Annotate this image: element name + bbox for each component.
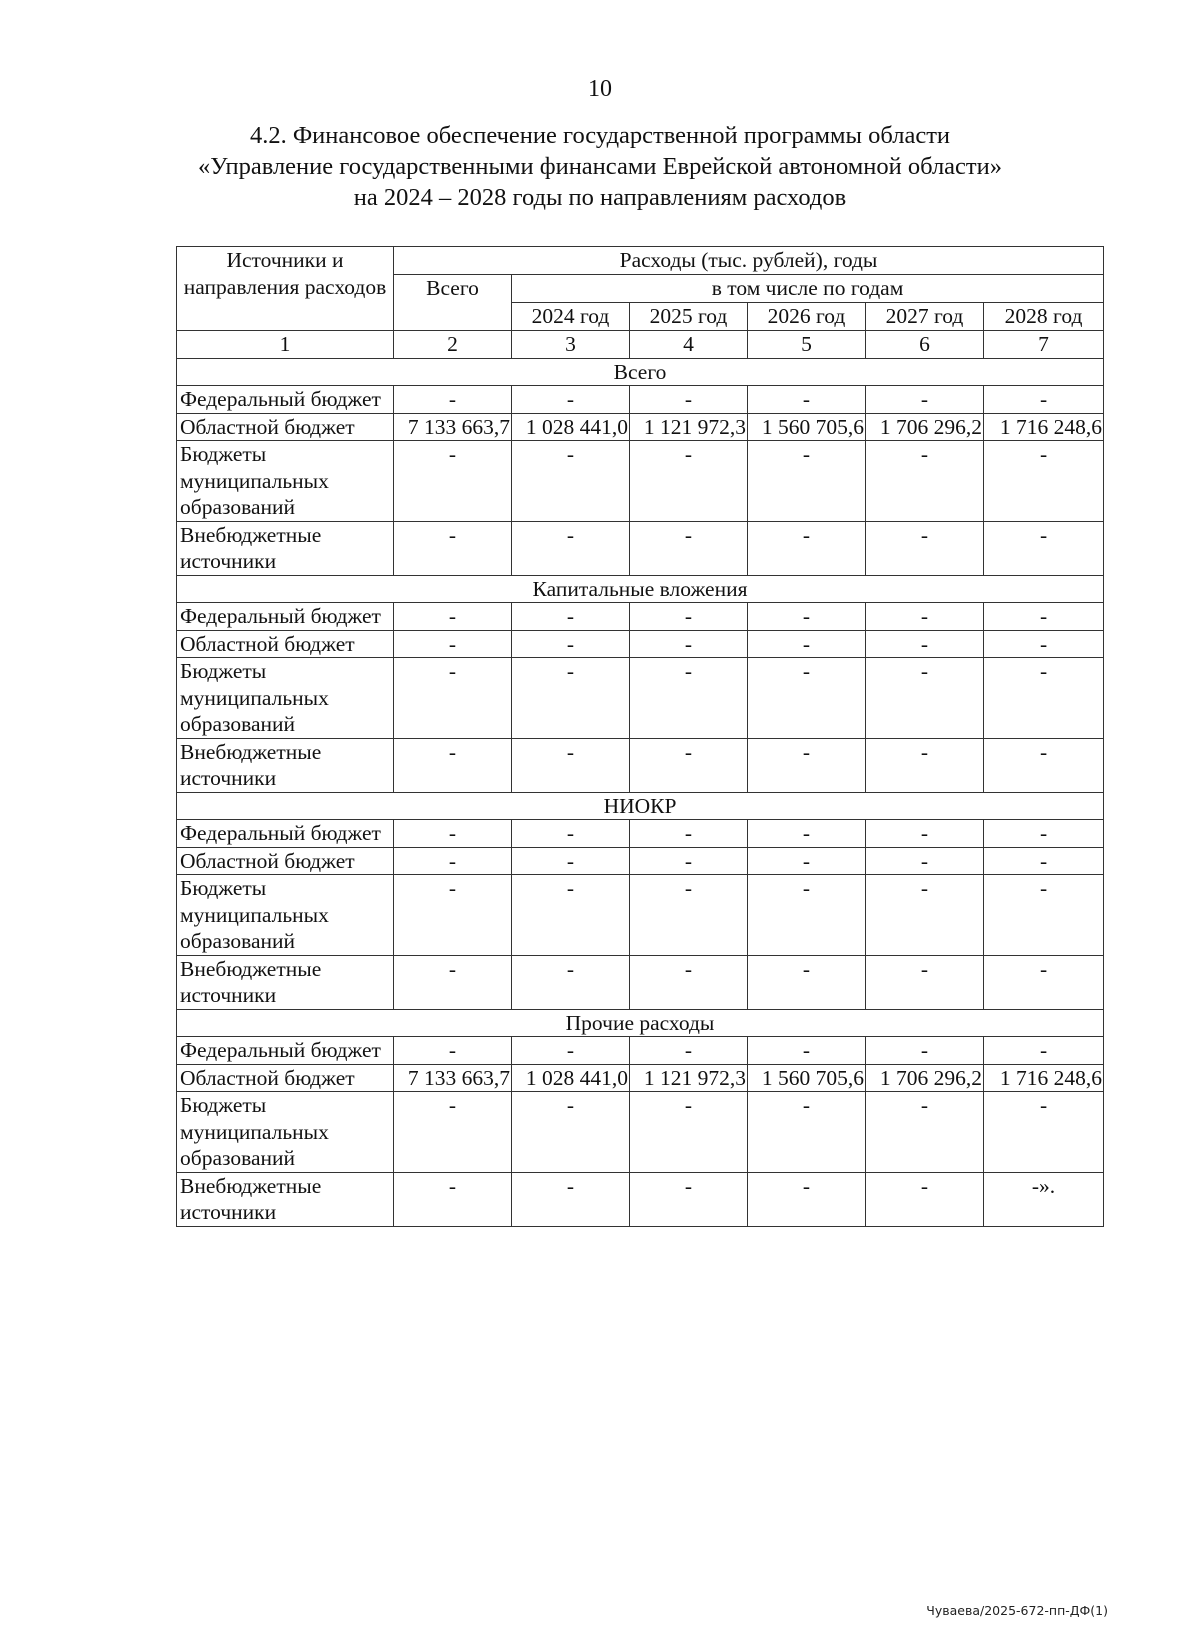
amount-cell: 1 121 972,3 <box>630 1064 748 1092</box>
amount-cell: - <box>394 658 512 739</box>
amount-cell: - <box>984 441 1104 522</box>
table-row <box>177 413 1104 441</box>
funding-source-name: Областной бюджет <box>177 847 394 875</box>
table-row <box>177 1172 1104 1226</box>
amount-cell: - <box>748 847 866 875</box>
section-title: Всего <box>177 358 1104 386</box>
header-year: 2026 год <box>748 303 866 331</box>
amount-cell: - <box>394 847 512 875</box>
amount-cell: - <box>630 1172 748 1226</box>
amount-cell: - <box>984 658 1104 739</box>
amount-cell: - <box>630 441 748 522</box>
amount-cell: - <box>748 603 866 631</box>
amount-cell: 7 133 663,7 <box>394 413 512 441</box>
amount-cell: - <box>866 820 984 848</box>
amount-cell: - <box>748 955 866 1009</box>
funding-source-name: Федеральный бюджет <box>177 820 394 848</box>
amount-cell: - <box>984 955 1104 1009</box>
amount-cell: - <box>512 658 630 739</box>
column-number: 2 <box>394 331 512 359</box>
amount-cell: - <box>512 603 630 631</box>
table-row <box>177 1092 1104 1173</box>
amount-cell: - <box>512 1092 630 1173</box>
section-row <box>177 575 1104 603</box>
amount-cell: - <box>748 441 866 522</box>
funding-source-name: Бюджеты муниципальных образований <box>177 658 394 739</box>
amount-cell: - <box>630 630 748 658</box>
amount-cell: - <box>630 603 748 631</box>
amount-cell: - <box>748 1092 866 1173</box>
amount-cell: - <box>394 875 512 956</box>
funding-source-name: Внебюджетные источники <box>177 1172 394 1226</box>
amount-cell: - <box>630 738 748 792</box>
amount-cell: - <box>630 955 748 1009</box>
amount-cell: - <box>394 1037 512 1065</box>
amount-cell: - <box>394 1092 512 1173</box>
amount-cell: - <box>748 738 866 792</box>
amount-cell: - <box>984 738 1104 792</box>
amount-cell: - <box>512 521 630 575</box>
amount-cell: - <box>748 386 866 414</box>
amount-cell: - <box>866 1037 984 1065</box>
amount-cell: - <box>866 603 984 631</box>
amount-cell: - <box>748 875 866 956</box>
amount-cell: - <box>394 955 512 1009</box>
amount-cell: - <box>748 1172 866 1226</box>
section-row <box>177 358 1104 386</box>
amount-cell: - <box>748 658 866 739</box>
section-title: Капитальные вложения <box>177 575 1104 603</box>
amount-cell: - <box>630 1037 748 1065</box>
table-row <box>177 1037 1104 1065</box>
heading-line-1: 4.2. Финансовое обеспечение государственной программы области <box>249 122 951 149</box>
amount-cell: - <box>984 603 1104 631</box>
column-number: 1 <box>177 331 394 359</box>
column-number: 7 <box>984 331 1104 359</box>
funding-source-name: Федеральный бюджет <box>177 603 394 631</box>
amount-cell: 1 716 248,6 <box>984 1064 1104 1092</box>
amount-cell: - <box>630 820 748 848</box>
amount-cell: - <box>394 1172 512 1226</box>
column-number: 5 <box>748 331 866 359</box>
funding-source-name: Внебюджетные источники <box>177 955 394 1009</box>
header-by-years: в том числе по годам <box>512 275 1104 303</box>
column-number: 3 <box>512 331 630 359</box>
funding-source-name: Федеральный бюджет <box>177 386 394 414</box>
amount-cell: 1 706 296,2 <box>866 413 984 441</box>
amount-cell: - <box>512 1172 630 1226</box>
header-expenses: Расходы (тыс. рублей), годы <box>394 247 1104 275</box>
amount-cell: 1 706 296,2 <box>866 1064 984 1092</box>
amount-cell: - <box>984 1037 1104 1065</box>
amount-cell: - <box>630 847 748 875</box>
amount-cell: - <box>630 386 748 414</box>
page-number: 10 <box>588 76 612 102</box>
table-row <box>177 386 1104 414</box>
amount-cell: - <box>748 1037 866 1065</box>
amount-cell: - <box>394 521 512 575</box>
column-number: 4 <box>630 331 748 359</box>
table-row <box>177 875 1104 956</box>
table-row <box>177 955 1104 1009</box>
heading-line-3: на 2024 – 2028 годы по направлениям расходов <box>353 184 847 211</box>
amount-cell: - <box>394 441 512 522</box>
column-number: 6 <box>866 331 984 359</box>
amount-cell: 1 121 972,3 <box>630 413 748 441</box>
table-row <box>177 1064 1104 1092</box>
table-row <box>177 630 1104 658</box>
section-title: Прочие расходы <box>177 1009 1104 1037</box>
table-row <box>177 521 1104 575</box>
table-row <box>177 658 1104 739</box>
amount-cell: - <box>866 521 984 575</box>
funding-source-name: Областной бюджет <box>177 630 394 658</box>
amount-cell: - <box>394 630 512 658</box>
funding-source-name: Областной бюджет <box>177 413 394 441</box>
amount-cell: - <box>866 955 984 1009</box>
heading-line-2: «Управление государственными финансами Еврейской автономной области» <box>198 153 1002 180</box>
amount-cell: - <box>512 386 630 414</box>
amount-cell: 1 028 441,0 <box>512 413 630 441</box>
amount-cell: -». <box>984 1172 1104 1226</box>
document-code: Чуваева/2025-672-пп-ДФ(1) <box>926 1603 1108 1618</box>
amount-cell: - <box>394 386 512 414</box>
amount-cell: - <box>748 630 866 658</box>
table-row <box>177 847 1104 875</box>
amount-cell: - <box>984 875 1104 956</box>
amount-cell: - <box>984 521 1104 575</box>
funding-source-name: Бюджеты муниципальных образований <box>177 441 394 522</box>
amount-cell: - <box>630 1092 748 1173</box>
amount-cell: - <box>984 820 1104 848</box>
document-heading <box>0 120 1200 213</box>
header-year: 2028 год <box>984 303 1104 331</box>
amount-cell: - <box>866 630 984 658</box>
amount-cell: - <box>512 847 630 875</box>
header-source-column: Источники и направления расходов <box>177 247 394 331</box>
amount-cell: 1 716 248,6 <box>984 413 1104 441</box>
amount-cell: - <box>394 603 512 631</box>
funding-source-name: Бюджеты муниципальных образований <box>177 1092 394 1173</box>
amount-cell: - <box>512 955 630 1009</box>
amount-cell: - <box>984 630 1104 658</box>
table-row <box>177 820 1104 848</box>
amount-cell: - <box>866 386 984 414</box>
amount-cell: 7 133 663,7 <box>394 1064 512 1092</box>
section-row <box>177 792 1104 820</box>
amount-cell: - <box>512 630 630 658</box>
amount-cell: 1 560 705,6 <box>748 1064 866 1092</box>
amount-cell: 1 028 441,0 <box>512 1064 630 1092</box>
funding-source-name: Бюджеты муниципальных образований <box>177 875 394 956</box>
amount-cell: - <box>512 875 630 956</box>
amount-cell: - <box>394 738 512 792</box>
header-year: 2025 год <box>630 303 748 331</box>
amount-cell: - <box>512 1037 630 1065</box>
table-row <box>177 603 1104 631</box>
header-row-1 <box>177 247 1104 275</box>
amount-cell: 1 560 705,6 <box>748 413 866 441</box>
amount-cell: - <box>866 738 984 792</box>
amount-cell: - <box>512 820 630 848</box>
amount-cell: - <box>984 386 1104 414</box>
header-year: 2027 год <box>866 303 984 331</box>
table-row <box>177 738 1104 792</box>
funding-source-name: Внебюджетные источники <box>177 521 394 575</box>
amount-cell: - <box>630 658 748 739</box>
amount-cell: - <box>866 847 984 875</box>
amount-cell: - <box>394 820 512 848</box>
amount-cell: - <box>866 658 984 739</box>
amount-cell: - <box>866 1172 984 1226</box>
funding-source-name: Федеральный бюджет <box>177 1037 394 1065</box>
amount-cell: - <box>866 1092 984 1173</box>
funding-source-name: Областной бюджет <box>177 1064 394 1092</box>
amount-cell: - <box>748 820 866 848</box>
table-row <box>177 441 1104 522</box>
amount-cell: - <box>512 441 630 522</box>
amount-cell: - <box>984 847 1104 875</box>
amount-cell: - <box>866 875 984 956</box>
header-total: Всего <box>394 275 512 331</box>
header-year: 2024 год <box>512 303 630 331</box>
amount-cell: - <box>984 1092 1104 1173</box>
section-title: НИОКР <box>177 792 1104 820</box>
funding-source-name: Внебюджетные источники <box>177 738 394 792</box>
amount-cell: - <box>512 738 630 792</box>
column-numbers-row <box>177 331 1104 359</box>
amount-cell: - <box>866 441 984 522</box>
financing-table <box>176 246 1104 1227</box>
amount-cell: - <box>630 521 748 575</box>
amount-cell: - <box>630 875 748 956</box>
amount-cell: - <box>748 521 866 575</box>
section-row <box>177 1009 1104 1037</box>
